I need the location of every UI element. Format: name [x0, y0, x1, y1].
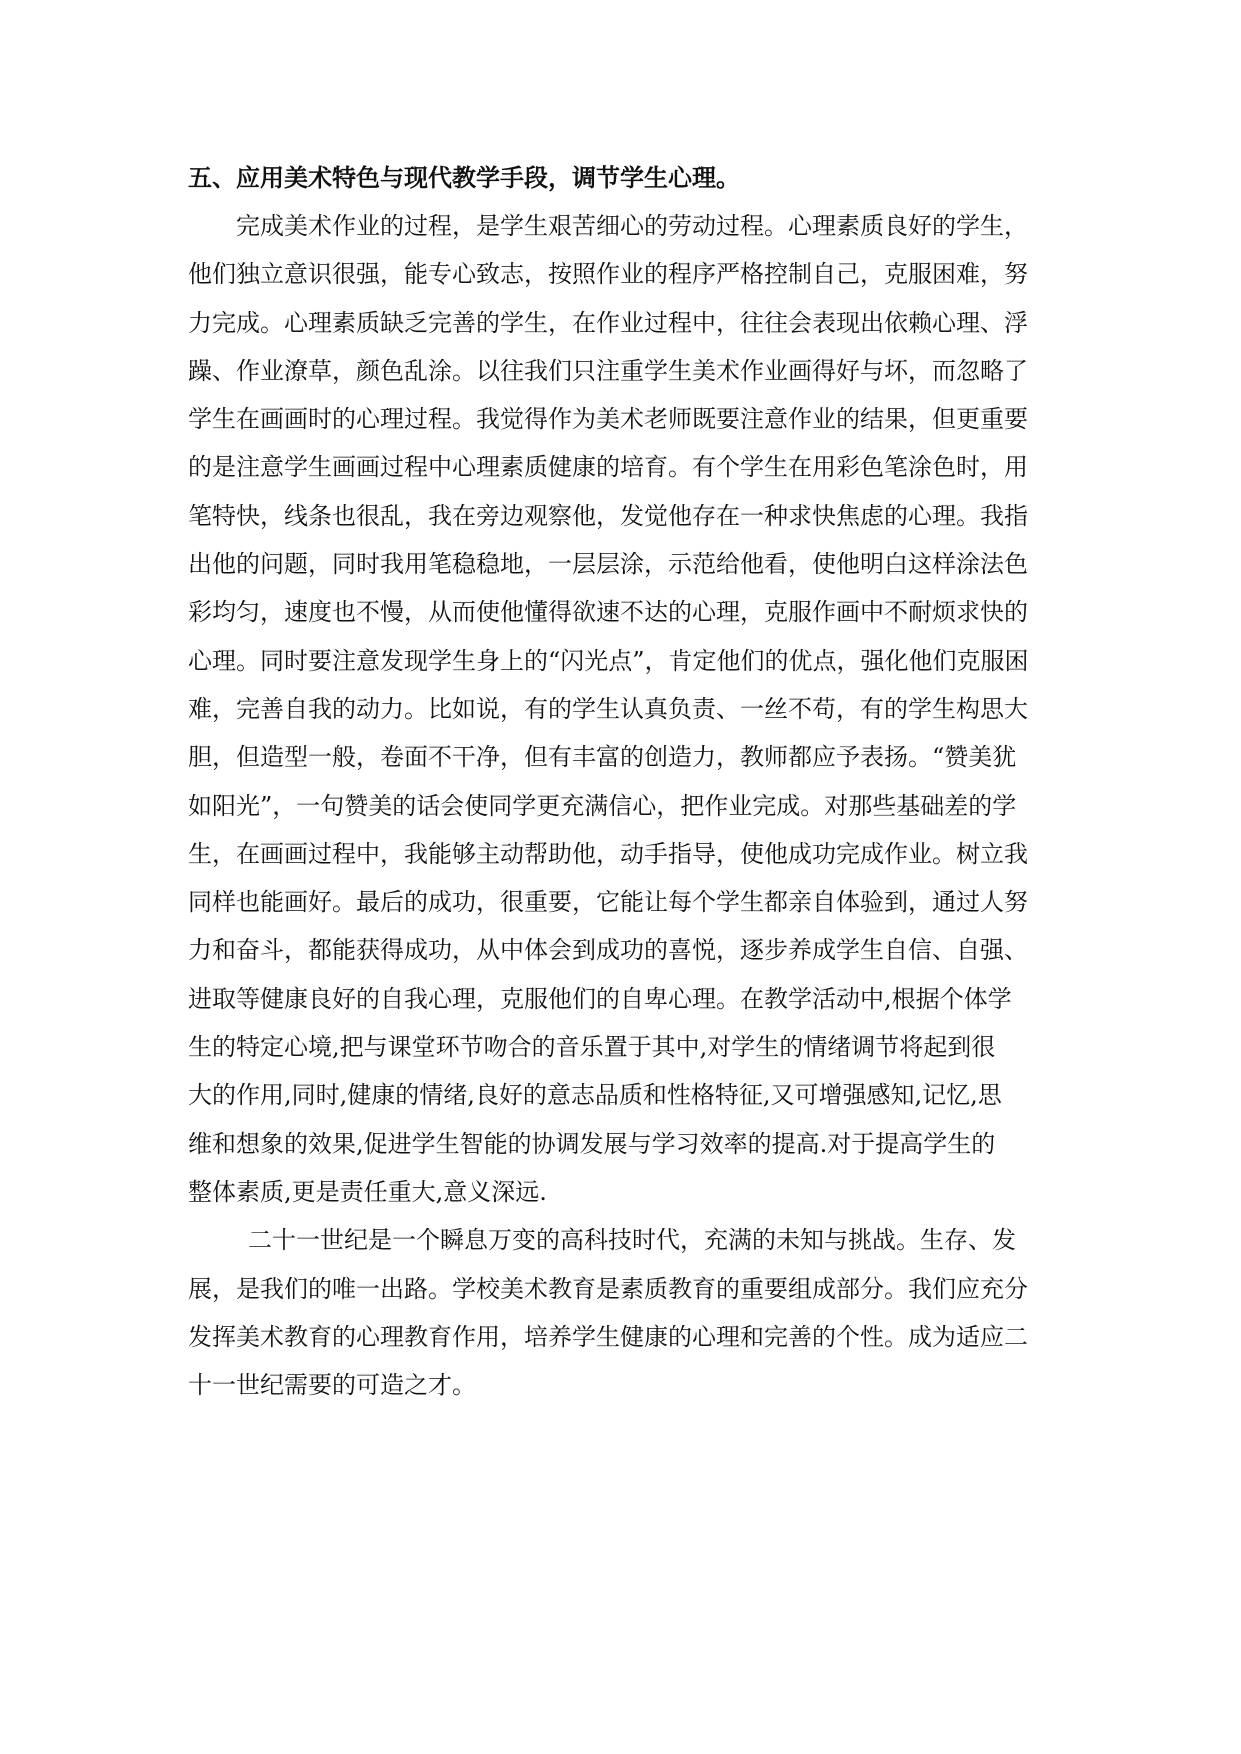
text-line: 完成美术作业的过程，是学生艰苦细心的劳动过程。心理素质良好的学生， [236, 212, 1028, 240]
paragraph-2 [188, 1216, 1060, 1409]
text-line: 彩均匀，速度也不慢，从而使他懂得欲速不达的心理，克服作画中不耐烦求快的 [188, 598, 1028, 627]
text-line: 同样也能画好。最后的成功，很重要，它能让每个学生都亲自体验到，通过人努 [188, 888, 1028, 917]
text-line: 出他的问题，同时我用笔稳稳地，一层层涂，示范给他看，使他明白这样涂法色 [188, 550, 1028, 579]
text-line: 十一世纪需要的可造之才。 [188, 1371, 476, 1400]
text-line: 整体素质,更是责任重大,意义深远. [188, 1177, 547, 1206]
text-line: 展，是我们的唯一出路。学校美术教育是素质教育的重要组成部分。我们应充分 [188, 1274, 1028, 1303]
text-line: 心理。同时要注意发现学生身上的“闪光点”，肯定他们的优点，强化他们克服困 [188, 646, 1029, 675]
text-line: 生，在画画过程中，我能够主动帮助他，动手指导，使他成功完成作业。树立我 [188, 839, 1028, 868]
text-line: 生的特定心境,把与课堂环节吻合的音乐置于其中,对学生的情绪调节将起到很 [188, 1033, 996, 1062]
text-line: 躁、作业潦草，颜色乱涂。以往我们只注重学生美术作业画得好与坏，而忽略了 [188, 356, 1028, 385]
text-line: 难，完善自我的动力。比如说，有的学生认真负责、一丝不苟，有的学生构思大 [188, 694, 1028, 723]
section-heading: 五、应用美术特色与现代教学手段，调节学生心理。 [188, 164, 740, 192]
text-line: 如阳光”，一句赞美的话会使同学更充满信心，把作业完成。对那些基础差的学 [188, 791, 1017, 820]
text-line: 二十一世纪是一个瞬息万变的高科技时代，充满的未知与挑战。生存、发 [248, 1226, 1016, 1255]
text-line: 他们独立意识很强，能专心致志，按照作业的程序严格控制自己，克服困难，努 [188, 260, 1028, 289]
text-line: 进取等健康良好的自我心理，克服他们的自卑心理。在教学活动中,根据个体学 [188, 984, 1012, 1013]
text-line: 发挥美术教育的心理教育作用，培养学生健康的心理和完善的个性。成为适应二 [188, 1322, 1028, 1351]
paragraph-1 [188, 202, 1060, 1216]
text-line: 笔特快，线条也很乱，我在旁边观察他，发觉他存在一种求快焦虑的心理。我指 [188, 501, 1028, 530]
text-line: 力完成。心理素质缺乏完善的学生，在作业过程中，往往会表现出依赖心理、浮 [188, 308, 1028, 337]
document-body [188, 160, 1060, 1409]
text-line: 的是注意学生画画过程中心理素质健康的培育。有个学生在用彩色笔涂色时，用 [188, 453, 1028, 482]
text-line: 胆，但造型一般，卷面不干净，但有丰富的创造力，教师都应予表扬。“赞美犹 [188, 743, 1017, 772]
text-line: 维和想象的效果,促进学生智能的协调发展与学习效率的提高.对于提高学生的 [188, 1129, 996, 1158]
text-line: 大的作用,同时,健康的情绪,良好的意志品质和性格特征,又可增强感知,记忆,思 [188, 1081, 1002, 1110]
text-line: 学生在画画时的心理过程。我觉得作为美术老师既要注意作业的结果，但更重要 [188, 405, 1028, 434]
text-line: 力和奋斗，都能获得成功，从中体会到成功的喜悦，逐步养成学生自信、自强、 [188, 936, 1028, 965]
